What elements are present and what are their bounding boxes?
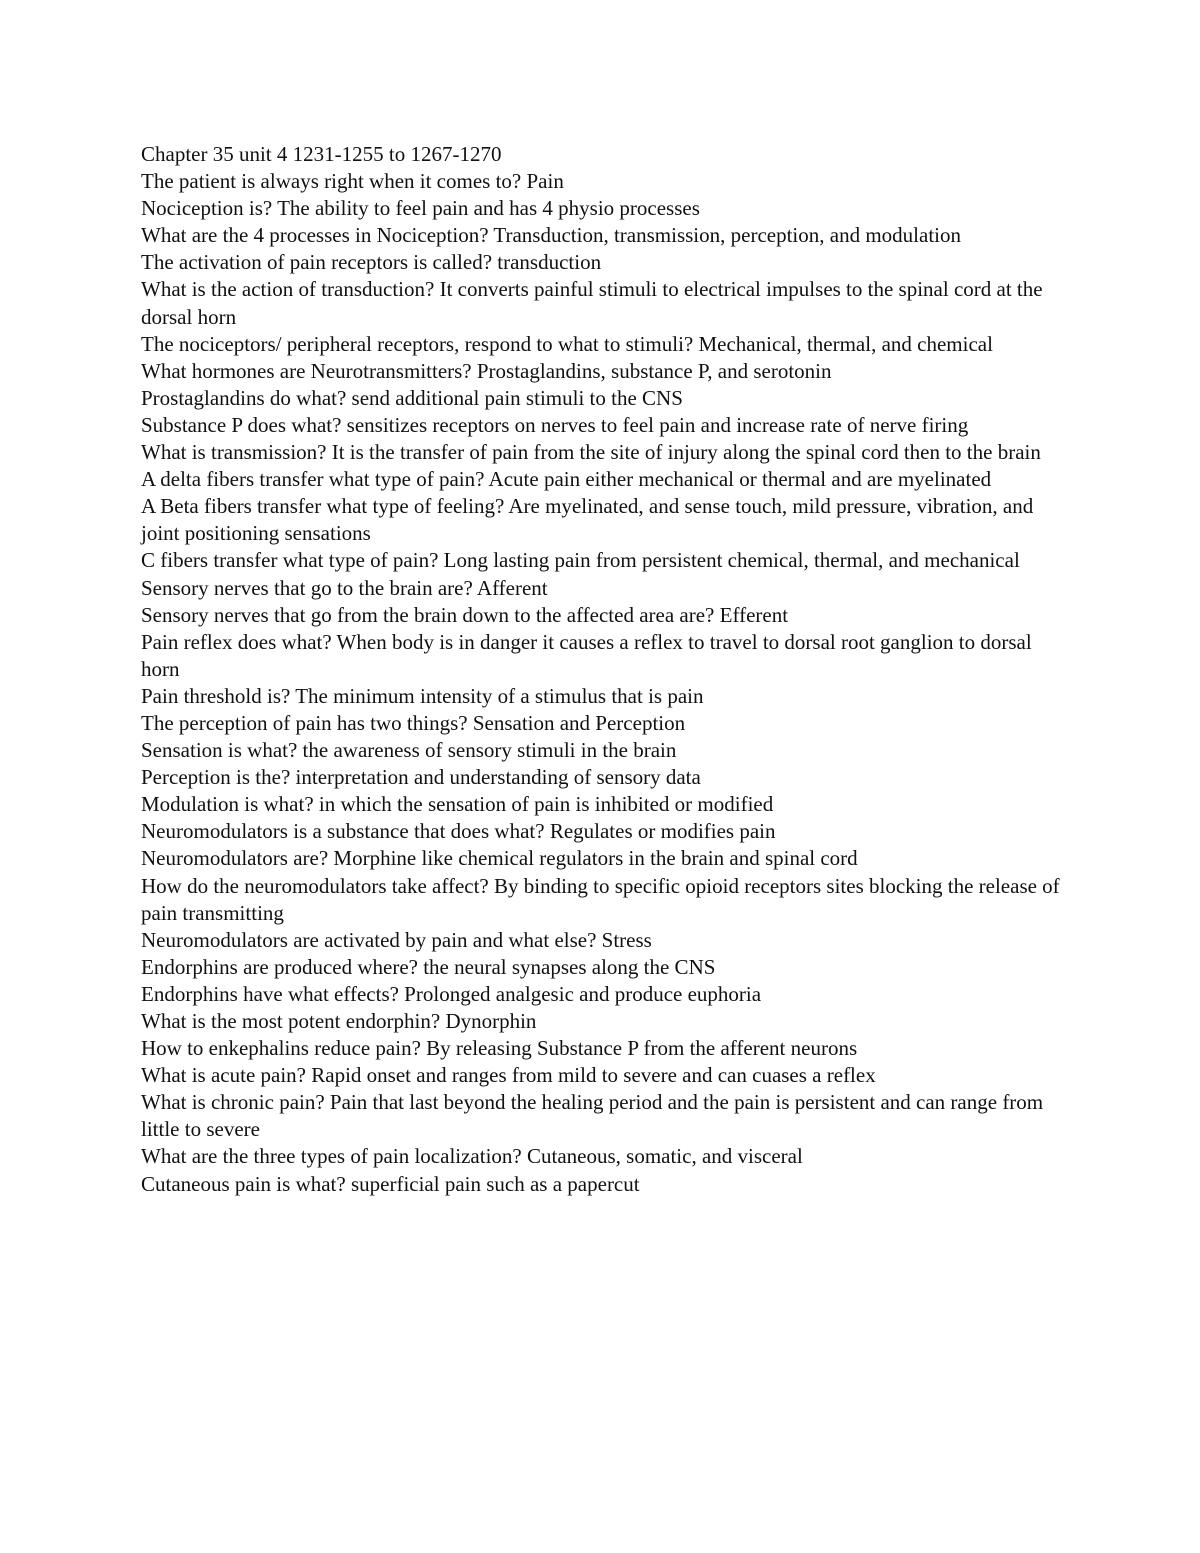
text-line: Neuromodulators are? Morphine like chemical regulators in the brain and spinal cord [141, 846, 858, 871]
text-line: Endorphins are produced where? the neural synapses along the CNS [141, 954, 716, 979]
text-line: What is chronic pain? Pain that last beyond the healing period and the pain is persistent and can range from little to severe [141, 1090, 1044, 1142]
text-line: C fibers transfer what type of pain? Long lasting pain from persistent chemical, thermal, and mechanical [141, 548, 1020, 573]
text-line: Neuromodulators are activated by pain and what else? Stress [141, 927, 652, 952]
text-line: The perception of pain has two things? Sensation and Perception [141, 710, 686, 735]
text-line: What is the action of transduction? It converts painful stimuli to electrical impulses to the spinal cord at the dorsal horn [141, 277, 1043, 329]
text-line-chapter-heading: Chapter 35 unit 4 1231-1255 to 1267-1270 [141, 142, 502, 166]
text-line: Substance P does what? sensitizes receptors on nerves to feel pain and increase rate of nerve firing [141, 412, 969, 437]
text-line: Cutaneous pain is what? superficial pain such as a papercut [141, 1171, 640, 1196]
text-line: Sensory nerves that go from the brain down to the affected area are? Efferent [141, 602, 789, 627]
text-line: What are the three types of pain localization? Cutaneous, somatic, and visceral [141, 1144, 803, 1169]
text-line: Pain reflex does what? When body is in danger it causes a reflex to travel to dorsal root ganglion to dorsal horn [141, 629, 1032, 681]
text-line: The activation of pain receptors is called? transduction [141, 250, 602, 275]
text-line: A Beta fibers transfer what type of feeling? Are myelinated, and sense touch, mild pressure, vibration, and joint positioning sensations [141, 494, 1034, 546]
text-line: The patient is always right when it comes to? Pain [141, 169, 564, 194]
text-line: What is acute pain? Rapid onset and ranges from mild to severe and can cuases a reflex [141, 1063, 876, 1088]
text-line: Sensation is what? the awareness of sensory stimuli in the brain [141, 738, 677, 763]
text-line: Nociception is? The ability to feel pain and has 4 physio processes [141, 196, 700, 221]
text-line: What is transmission? It is the transfer of pain from the site of injury along the spinal cord then to the brain [141, 440, 1041, 465]
text-line: Prostaglandins do what? send additional pain stimuli to the CNS [141, 385, 683, 410]
text-line: Neuromodulators is a substance that does what? Regulates or modifies pain [141, 819, 776, 844]
text-line: What are the 4 processes in Nociception? Transduction, transmission, perception, and modulation [141, 223, 961, 248]
text-line: What is the most potent endorphin? Dynorphin [141, 1009, 537, 1033]
text-line: How to enkephalins reduce pain? By releasing Substance P from the afferent neurons [141, 1036, 858, 1061]
text-line: The nociceptors/ peripheral receptors, respond to what to stimuli? Mechanical, thermal, and chemical [141, 331, 993, 356]
text-line: How do the neuromodulators take affect? By binding to specific opioid receptors sites blocking the release of pain transmitting [141, 873, 1060, 925]
text-line: Pain threshold is? The minimum intensity of a stimulus that is pain [141, 683, 704, 708]
text-line: Endorphins have what effects? Prolonged analgesic and produce euphoria [141, 981, 762, 1006]
text-line: A delta fibers transfer what type of pain? Acute pain either mechanical or thermal and are myelinated [141, 467, 992, 492]
document-text-body [141, 141, 1071, 1198]
text-line: Modulation is what? in which the sensation of pain is inhibited or modified [141, 792, 774, 817]
text-line: Perception is the? interpretation and understanding of sensory data [141, 765, 701, 790]
text-line: Sensory nerves that go to the brain are? Afferent [141, 575, 548, 600]
text-line: What hormones are Neurotransmitters? Prostaglandins, substance P, and serotonin [141, 358, 832, 383]
